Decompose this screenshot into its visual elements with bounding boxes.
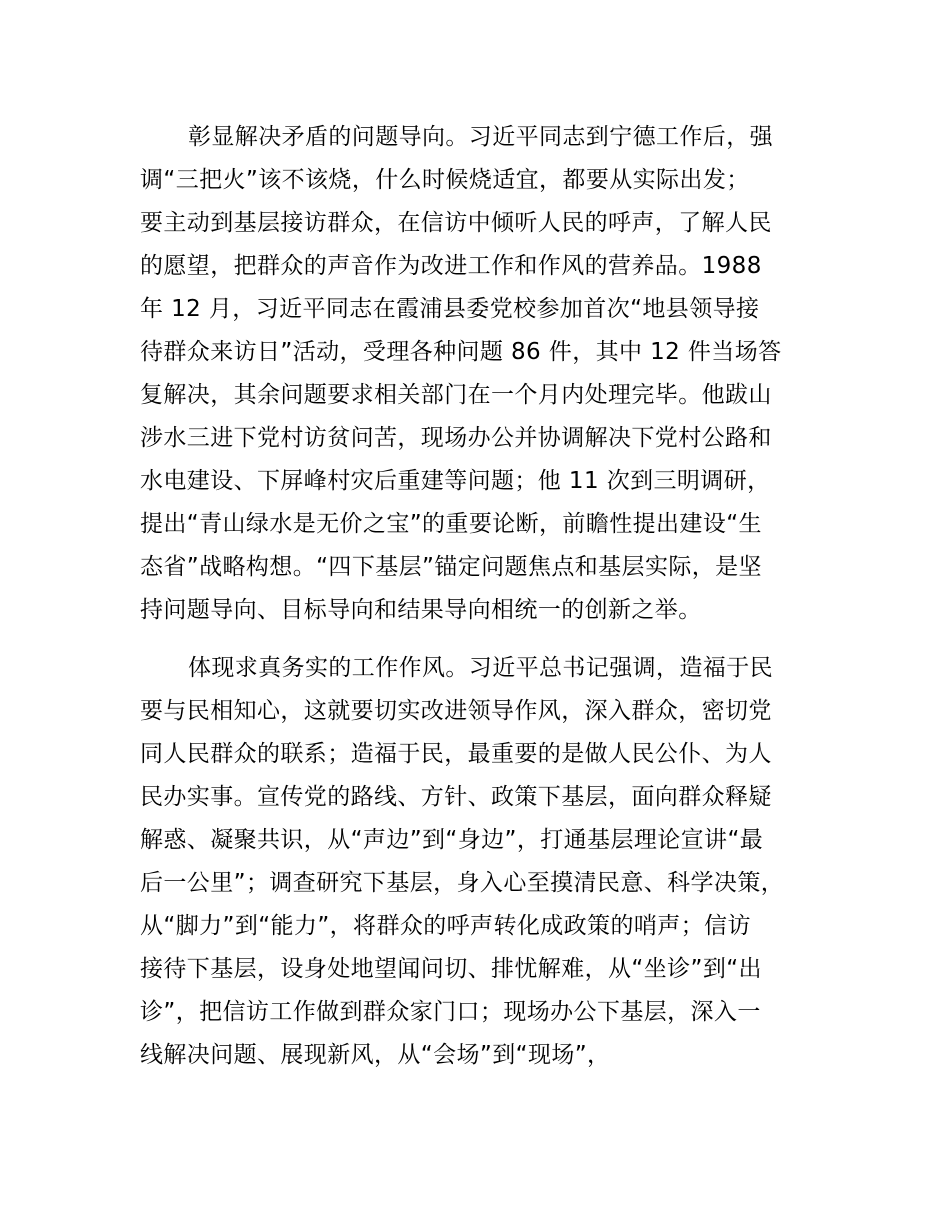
text-line: 后一公里”；调查研究下基层，身入心至摸清民意、科学决策， bbox=[140, 870, 785, 896]
text-line: 解惑、凝聚共识，从“声边”到“身边”，打通基层理论宣讲“最 bbox=[140, 827, 764, 853]
text-line: 体现求真务实的工作作风。习近平总书记强调，造福于民 bbox=[188, 655, 773, 681]
text-line: 复解决，其余问题要求相关部门在一个月内处理完毕。他跋山 bbox=[140, 382, 772, 408]
text-line: 彰显解决矛盾的问题导向。习近平同志到宁德工作后，强 bbox=[188, 124, 773, 150]
text-line: 接待下基层，设身处地望闻问切、排忧解难，从“坐诊”到“出 bbox=[140, 956, 762, 982]
text-line: 待群众来访日”活动，受理各种问题 86 件，其中 12 件当场答 bbox=[140, 339, 782, 365]
text-line: 提出“青山绿水是无价之宝”的重要论断，前瞻性提出建设“生 bbox=[140, 511, 762, 537]
text-line: 要与民相知心，这就要切实改进领导作风，深入群众，密切党 bbox=[140, 698, 772, 724]
text-line: 同人民群众的联系；造福于民，最重要的是做人民公仆、为人 bbox=[140, 741, 772, 767]
text-line: 持问题导向、目标导向和结果导向相统一的创新之举。 bbox=[140, 597, 702, 623]
text-line: 从“脚力”到“能力”，将群众的呼声转化成政策的哨声；信访 bbox=[140, 913, 751, 939]
text-line: 民办实事。宣传党的路线、方针、政策下基层，面向群众释疑 bbox=[140, 784, 772, 810]
text-line: 态省”战略构想。“四下基层”锚定问题焦点和基层实际，是坚 bbox=[140, 554, 762, 580]
text-line: 诊”，把信访工作做到群众家门口；现场办公下基层，深入一 bbox=[140, 999, 761, 1025]
text-line: 的愿望，把群众的声音作为改进工作和作风的营养品。1988 bbox=[140, 253, 762, 279]
text-line: 线解决问题、展现新风，从“会场”到“现场”， bbox=[140, 1042, 611, 1068]
text-line: 水电建设、下屏峰村灾后重建等问题；他 11 次到三明调研， bbox=[140, 468, 771, 494]
text-line: 涉水三进下党村访贫问苦，现场办公并协调解决下党村公路和 bbox=[140, 425, 772, 451]
text-line: 要主动到基层接访群众，在信访中倾听人民的呼声，了解人民 bbox=[140, 210, 772, 236]
text-line: 调“三把火”该不该烧，什么时候烧适宜，都要从实际出发； bbox=[140, 167, 750, 193]
text-line: 年 12 月，习近平同志在霞浦县委党校参加首次“地县领导接 bbox=[140, 296, 760, 322]
